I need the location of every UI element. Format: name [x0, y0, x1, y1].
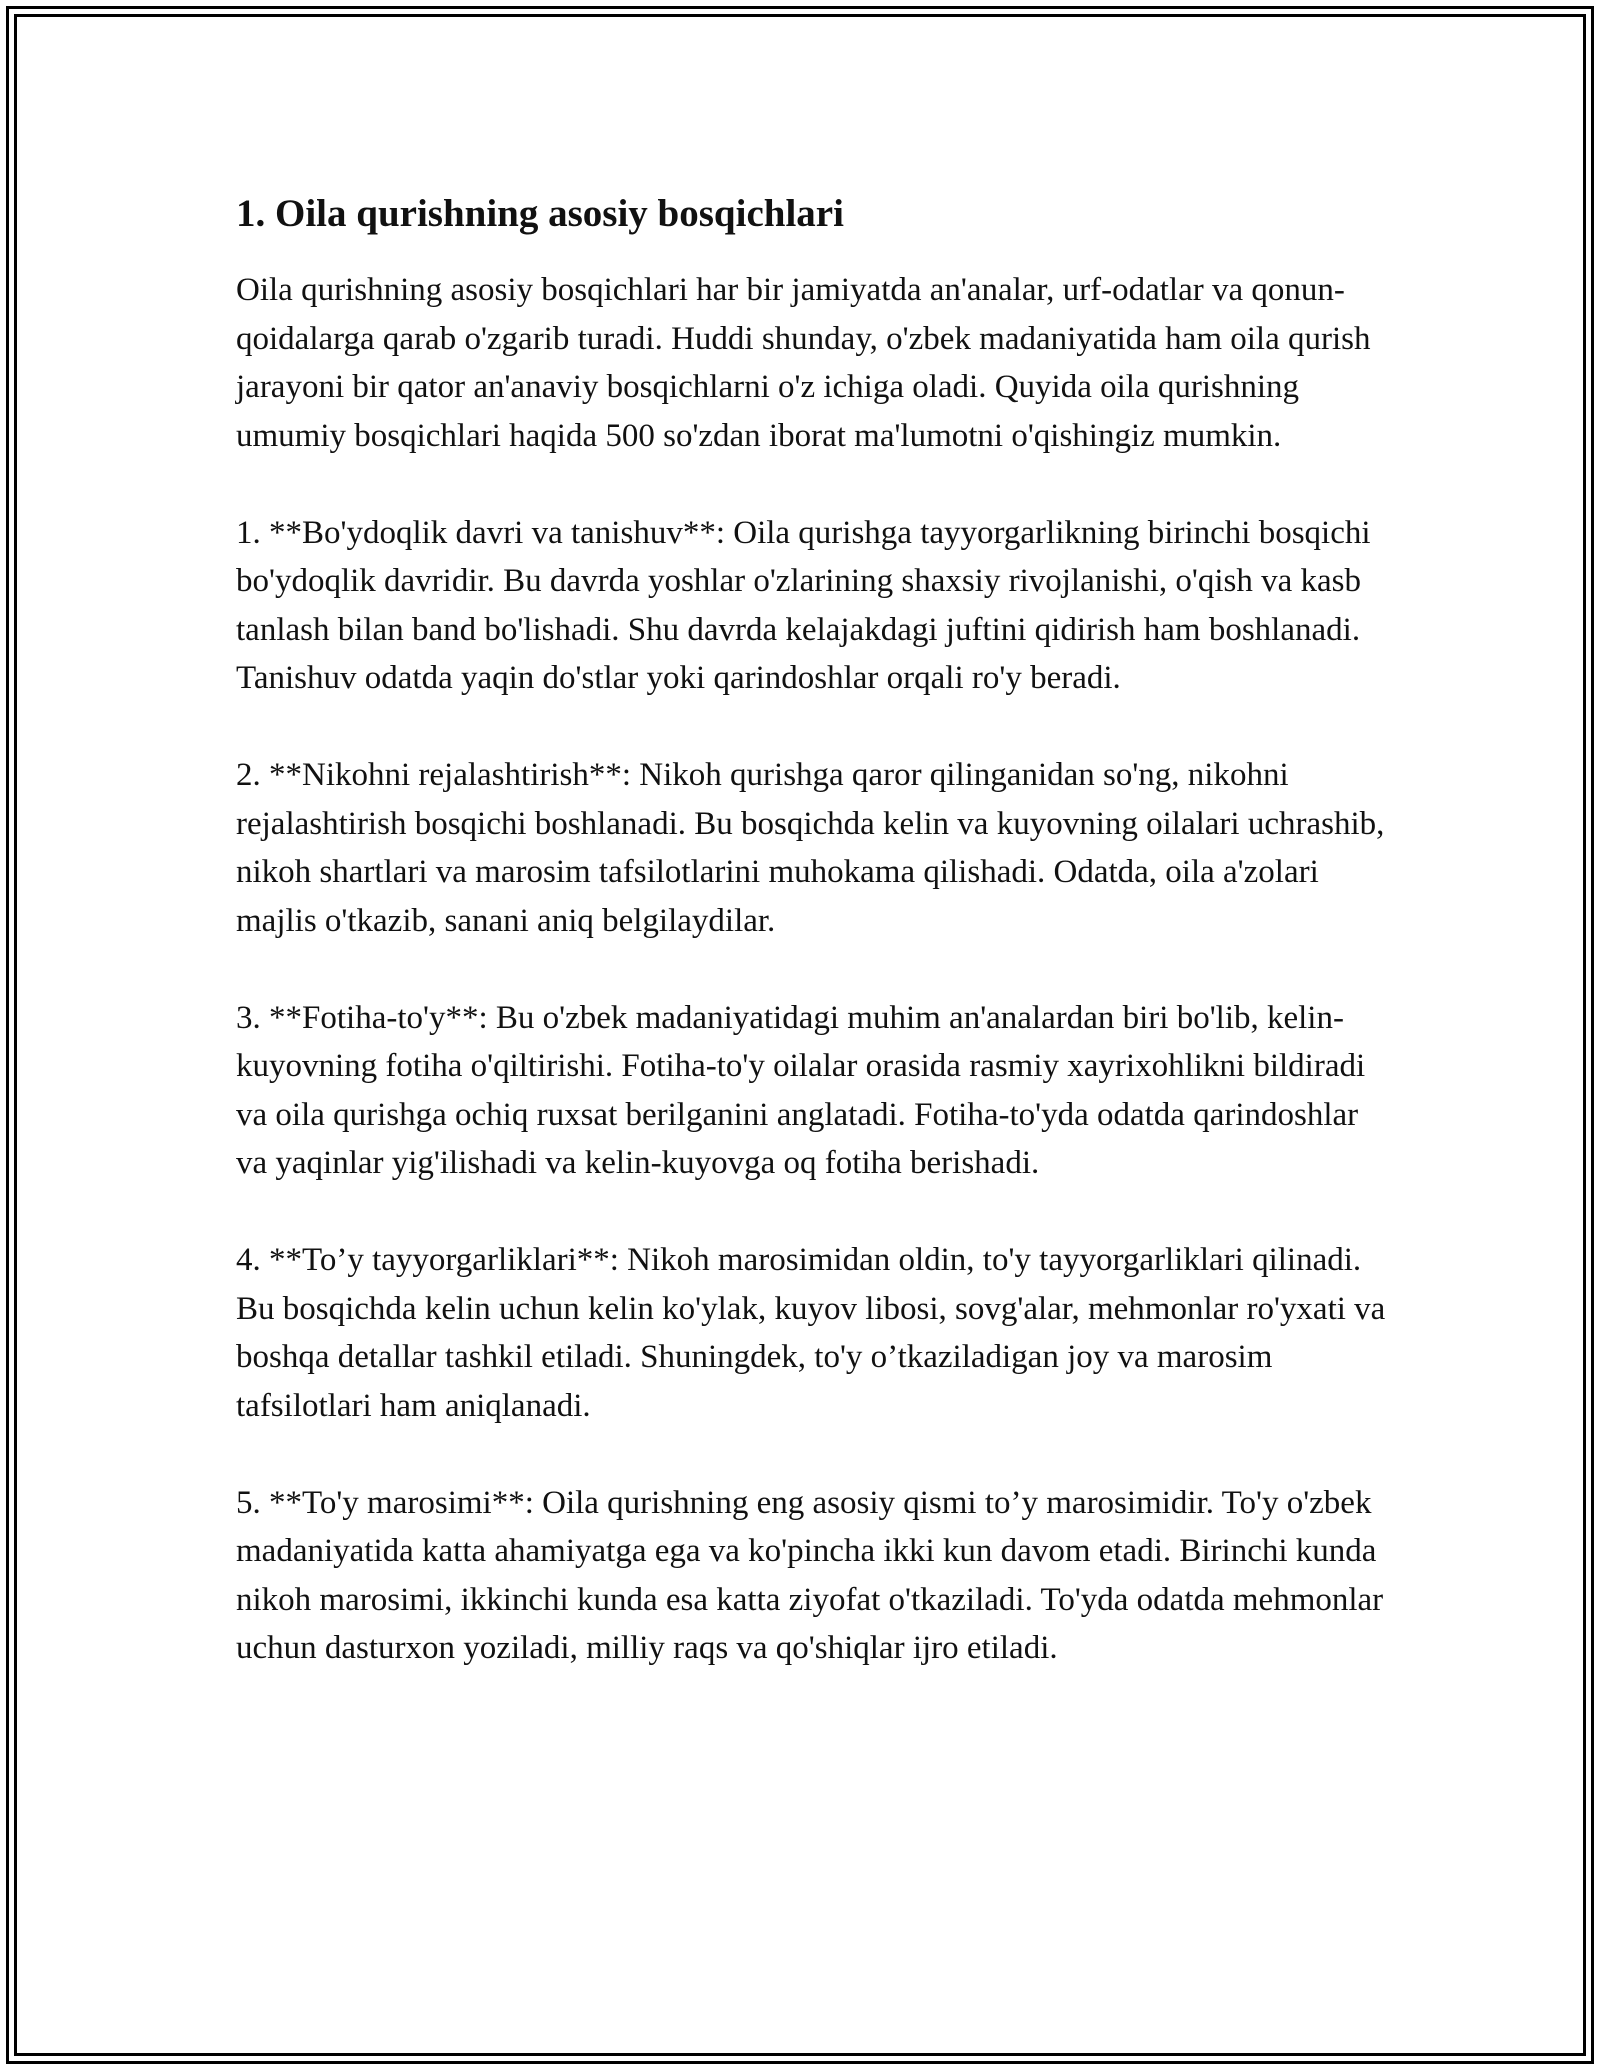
section-heading: 1. Oila qurishning asosiy bosqichlari: [236, 192, 844, 235]
document-body: [236, 186, 1396, 1673]
intro-paragraph: Oila qurishning asosiy bosqichlari har bir jamiyatda an'analar, urf-odatlar va qonun-qoidalarga qarab o'zgarib turadi. Huddi shunday, o'zbek madaniyatida ham oila qurish jarayoni bir qator an'anaviy bosqichlarni o'z ichiga oladi. Quyida oila qurishning umumiy bosqichlari haqida 500 so'zdan iborat ma'lumotni o'qishingiz mumkin.: [236, 272, 1371, 454]
stage-1-paragraph: 1. **Bo'ydoqlik davri va tanishuv**: Oila qurishga tayyorgarlikning birinchi bosqichi bo'ydoqlik davridir. Bu davrda yoshlar o'zlarining shaxsiy rivojlanishi, o'qish va kasb tanlash bilan band bo'lishadi. Shu davrda kelajakdagi juftini qidirish ham boshlanadi. Tanishuv odatda yaqin do'stlar yoki qarindoshlar orqali ro'y beradi.: [236, 514, 1371, 696]
stage-2-paragraph: 2. **Nikohni rejalashtirish**: Nikoh qurishga qaror qilinganidan so'ng, nikohni rejalashtirish bosqichi boshlanadi. Bu bosqichda kelin va kuyovning oilalari uchrashib, nikoh shartlari va marosim tafsilotlarini muhokama qilishadi. Odatda, oila a'zolari majlis o'tkazib, sanani aniq belgilaydilar.: [236, 757, 1385, 939]
stage-3-paragraph: 3. **Fotiha-to'y**: Bu o'zbek madaniyatidagi muhim an'analardan biri bo'lib, kelin-kuyovning fotiha o'qiltirishi. Fotiha-to'y oilalar orasida rasmiy xayrixohlikni bildiradi va oila qurishga ochiq ruxsat berilganini anglatadi. Fotiha-to'yda odatda qarindoshlar va yaqinlar yig'ilishadi va kelin-kuyovga oq fotiha berishadi.: [236, 999, 1366, 1181]
stage-5-paragraph: 5. **To'y marosimi**: Oila qurishning eng asosiy qismi to’y marosimidir. To'y o'zbek madaniyatida katta ahamiyatga ega va ko'pincha ikki kun davom etadi. Birinchi kunda nikoh marosimi, ikkinchi kunda esa katta ziyofat o'tkaziladi. To'yda odatda mehmonlar uchun dasturxon yoziladi, milliy raqs va qo'shiqlar ijro etiladi.: [236, 1484, 1384, 1666]
stage-4-paragraph: 4. **To’y tayyorgarliklari**: Nikoh marosimidan oldin, to'y tayyorgarliklari qilinadi. Bu bosqichda kelin uchun kelin ko'ylak, kuyov libosi, sovg'alar, mehmonlar ro'yxati va boshqa detallar tashkil etiladi. Shuningdek, to'y o’tkaziladigan joy va marosim tafsilotlari ham aniqlanadi.: [236, 1242, 1386, 1424]
